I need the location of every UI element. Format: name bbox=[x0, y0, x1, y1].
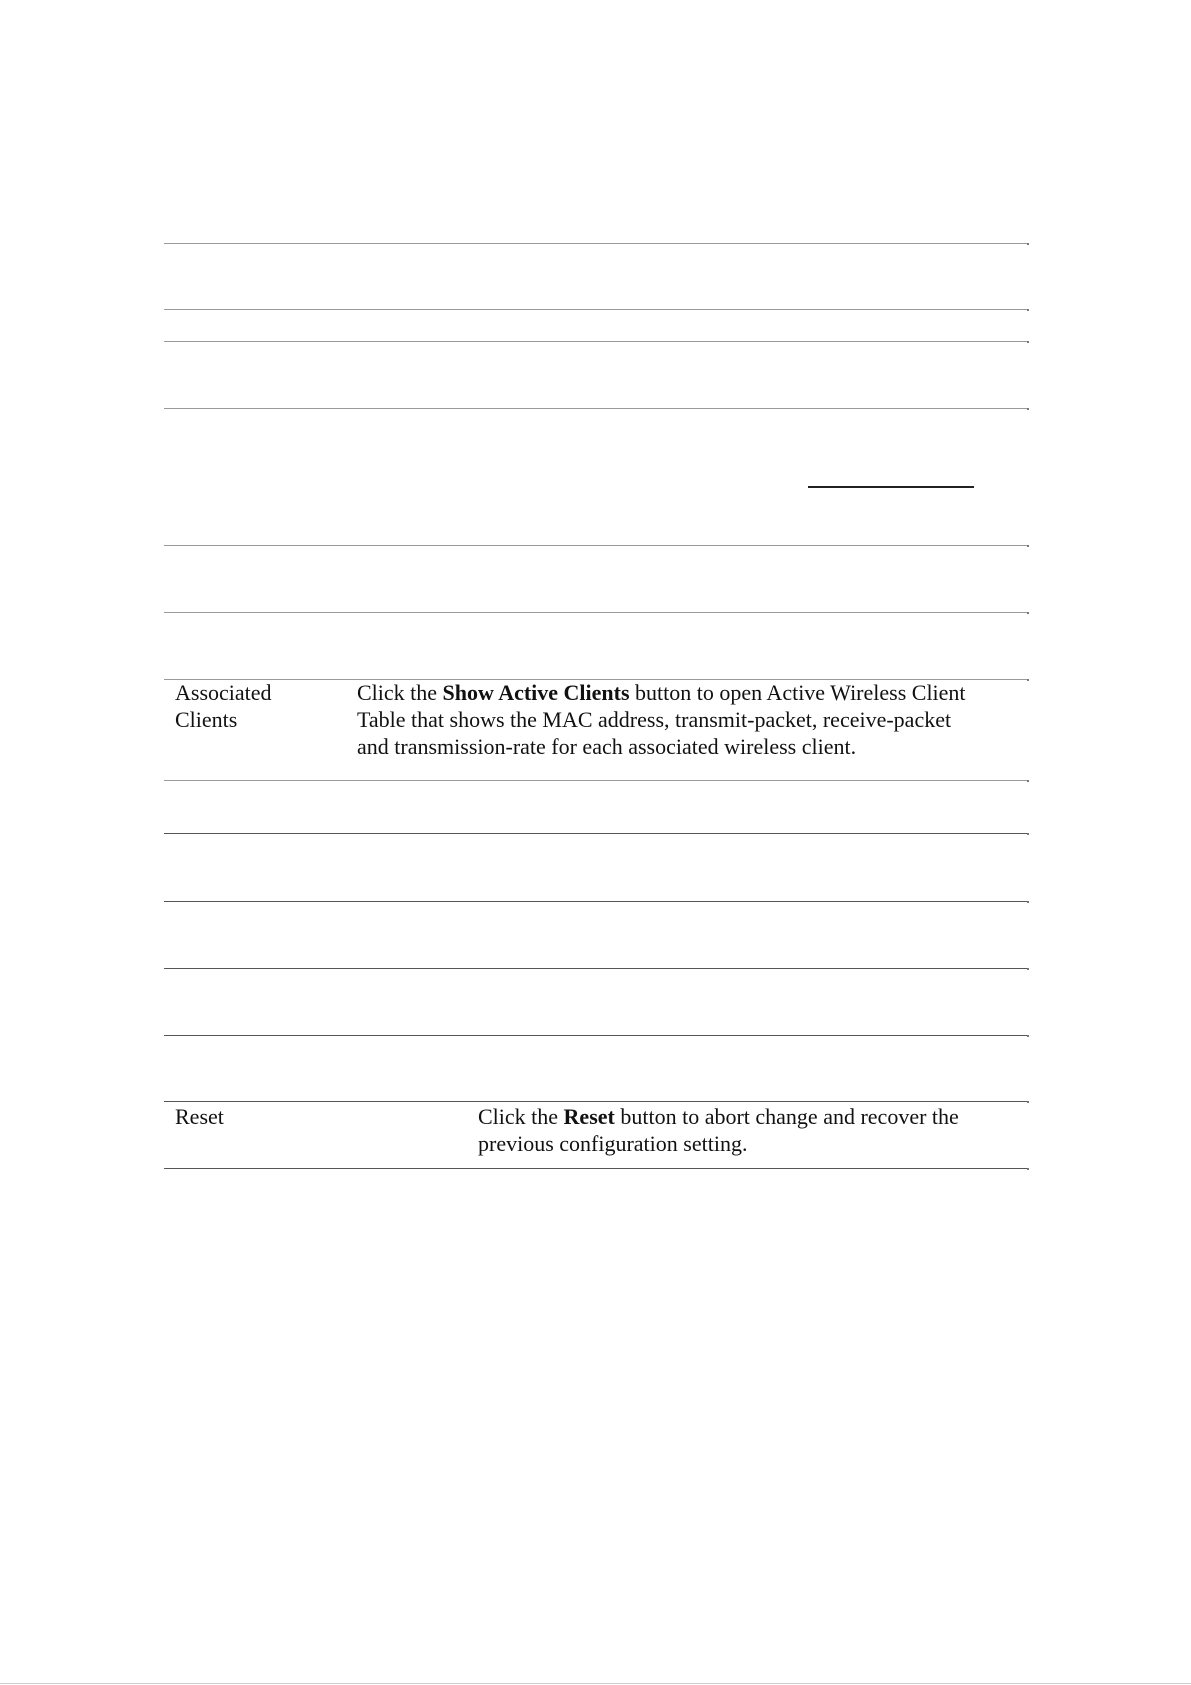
term-line: Associated bbox=[175, 680, 272, 705]
description-line: previous configuration setting. bbox=[478, 1131, 748, 1156]
table-rule bbox=[164, 341, 1027, 342]
table-rule bbox=[164, 612, 1027, 613]
table-rule bbox=[164, 833, 1027, 834]
underline-mark bbox=[808, 486, 974, 488]
table-rule bbox=[164, 408, 1027, 409]
term-line: Clients bbox=[175, 707, 238, 732]
description-line: and transmission-rate for each associated wireless client. bbox=[357, 734, 857, 759]
table-rule bbox=[164, 545, 1027, 546]
description-reset bbox=[478, 1103, 1023, 1157]
table-rule bbox=[164, 901, 1027, 902]
page-edge bbox=[0, 1683, 1191, 1684]
table-rule bbox=[164, 1101, 1027, 1102]
description-line: Click the Reset button to abort change and recover the bbox=[478, 1104, 959, 1129]
term-reset bbox=[175, 1103, 224, 1130]
table-rule bbox=[164, 968, 1027, 969]
table-rule bbox=[164, 1035, 1027, 1036]
table-rule bbox=[164, 780, 1027, 781]
term-associated-clients bbox=[175, 679, 272, 733]
description-line: Click the Show Active Clients button to open Active Wireless Client bbox=[357, 680, 966, 705]
table-rule bbox=[164, 1168, 1027, 1169]
table-rule bbox=[164, 243, 1027, 244]
reset-label: Reset bbox=[563, 1104, 615, 1129]
description-associated-clients bbox=[357, 679, 1022, 760]
show-active-clients-label: Show Active Clients bbox=[442, 680, 630, 705]
description-line: Table that shows the MAC address, transmit-packet, receive-packet bbox=[357, 707, 952, 732]
term-line: Reset bbox=[175, 1104, 224, 1129]
table-rule bbox=[164, 309, 1027, 310]
